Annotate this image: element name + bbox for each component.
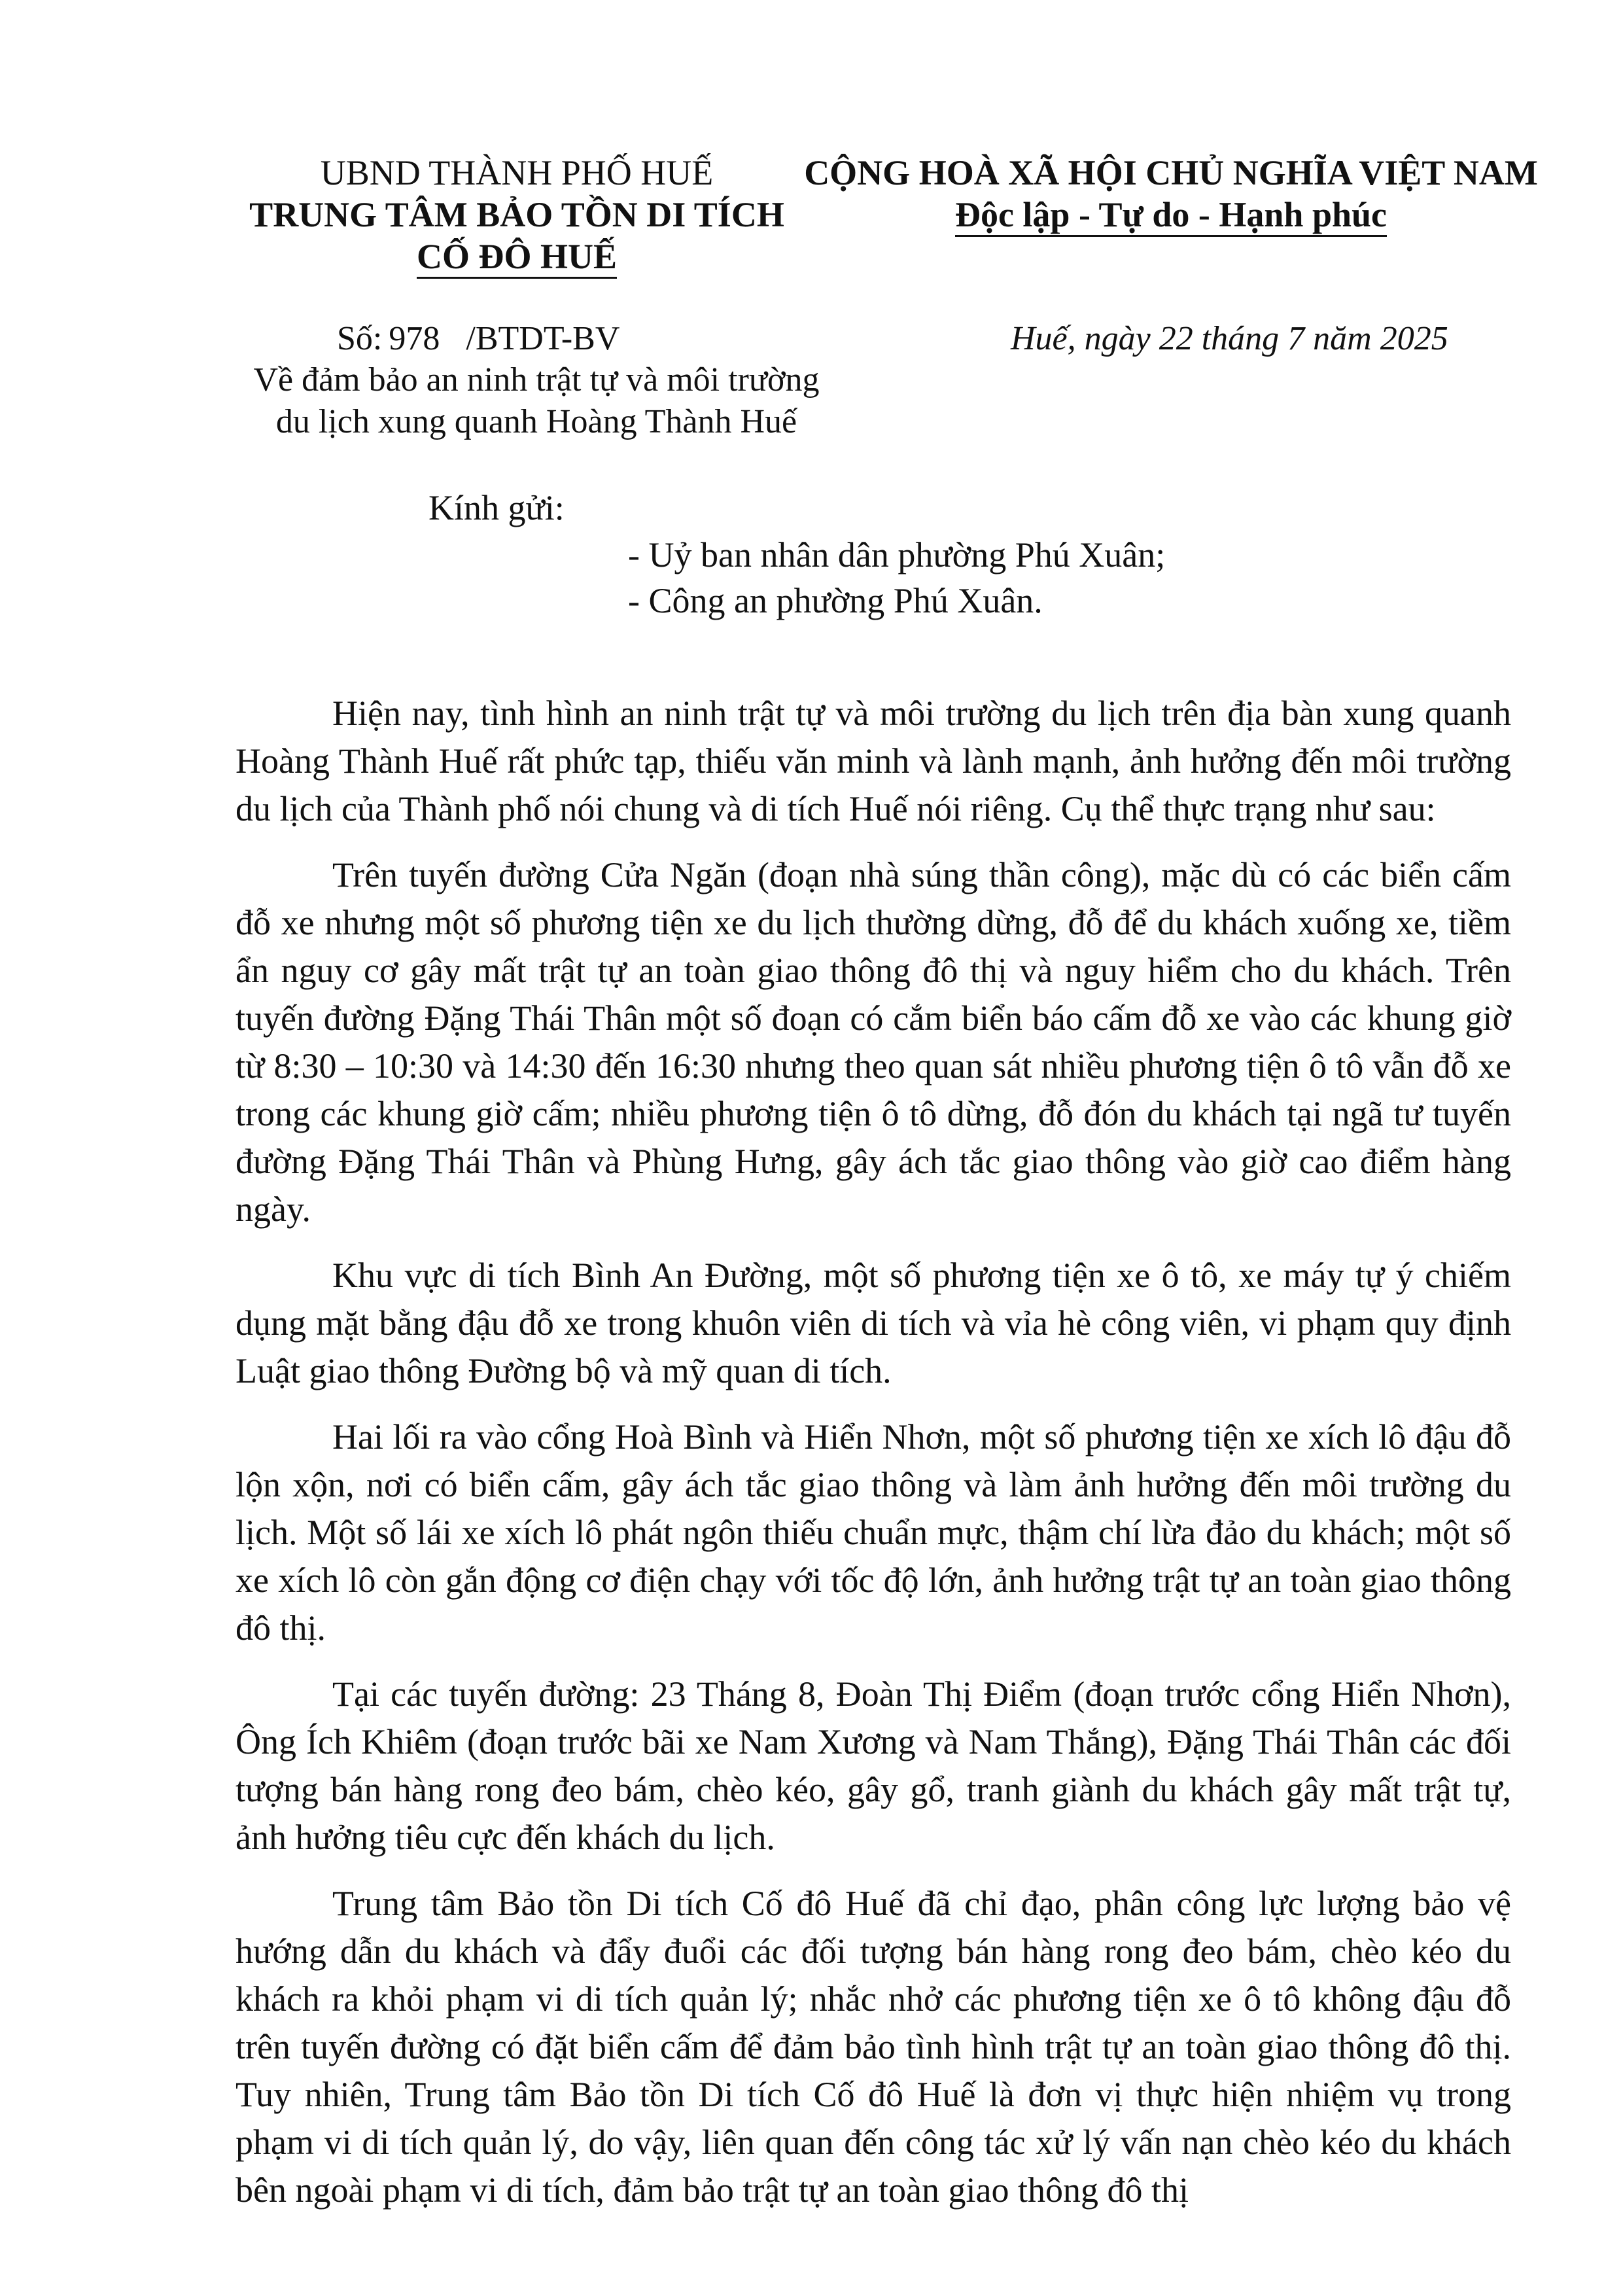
document-number: Số: 978 /BTDT-BV [337, 320, 620, 357]
body-paragraph: Trên tuyến đường Cửa Ngăn (đoạn nhà súng thần công), mặc dù có các biển cấm đỗ xe nhưng một số phương tiện xe du lịch thường dừng, đỗ để du khách xuống xe, tiềm ẩn nguy cơ gây mất trật tự an toàn giao thông đô thị và nguy hiểm cho du khách. Trên tuyến đường Đặng Thái Thân một số đoạn có cắm biển báo cấm đỗ xe vào các khung giờ từ 8:30 – 10:30 và 14:30 đến 16:30 nhưng theo quan sát nhiều phương tiện ô tô vẫn đỗ xe trong các khung giờ cấm; nhiều phương tiện ô tô dừng, đỗ đón du khách tại ngã tư tuyến đường Đặng Thái Thân và Phùng Hưng, gây ách tắc giao thông vào giờ cao điểm hàng ngày. [236, 855, 1511, 1229]
recipient-item: - Công an phường Phú Xuân. [628, 581, 1043, 620]
document-body [236, 690, 1511, 2233]
national-title: CỘNG HOÀ XÃ HỘI CHỦ NGHĨA VIỆT NAM [804, 153, 1538, 192]
issuing-agency-line2: CỐ ĐÔ HUẾ [417, 238, 617, 279]
body-paragraph: Tại các tuyến đường: 23 Tháng 8, Đoàn Thị Điểm (đoạn trước cổng Hiển Nhơn), Ông Ích Khiêm (đoạn trước bãi xe Nam Xương và Nam Thắng), Đặng Thái Thân các đối tượng bán hàng rong đeo bám, chèo kéo, gây gổ, tranh giành du khách gây mất trật tự, ảnh hưởng tiêu cực đến khách du lịch. [236, 1674, 1511, 1857]
body-paragraph: Khu vực di tích Bình An Đường, một số phương tiện xe ô tô, xe máy tự ý chiếm dụng mặt bằng đậu đỗ xe trong khuôn viên di tích và vỉa hè công viên, vi phạm quy định Luật giao thông Đường bộ và mỹ quan di tích. [236, 1256, 1511, 1390]
national-motto-header [801, 152, 1541, 237]
issuer-header [209, 152, 824, 279]
parent-agency: UBND THÀNH PHỐ HUẾ [320, 153, 714, 192]
issuing-agency: TRUNG TÂM BẢO TỒN DI TÍCH [249, 195, 784, 234]
place-date: Huế, ngày 22 tháng 7 năm 2025 [1011, 320, 1448, 357]
recipient-item: - Uỷ ban nhân dân phường Phú Xuân; [628, 535, 1166, 574]
body-paragraph: Hai lối ra vào cổng Hoà Bình và Hiển Nhơn, một số phương tiện xe xích lô đậu đỗ lộn xộn, nơi có biển cấm, gây ách tắc giao thông và làm ảnh hưởng đến môi trường du lịch. Một số lái xe xích lô phát ngôn thiếu chuẩn mực, thậm chí lừa đảo du khách; một số xe xích lô còn gắn động cơ điện chạy với tốc độ lớn, ảnh hưởng trật tự an toàn giao thông đô thị. [236, 1417, 1511, 1648]
addressee-label: Kính gửi: [428, 488, 565, 527]
national-motto: Độc lập - Tự do - Hạnh phúc [955, 196, 1387, 237]
body-paragraph: Trung tâm Bảo tồn Di tích Cố đô Huế đã chỉ đạo, phân công lực lượng bảo vệ hướng dẫn du khách và đẩy đuổi các đối tượng bán hàng rong đeo bám, chèo kéo du khách ra khỏi phạm vi di tích quản lý; nhắc nhở các phương tiện xe ô tô không đậu đỗ trên tuyến đường có đặt biển cấm để đảm bảo tình hình trật tự an toàn giao thông đô thị. Tuy nhiên, Trung tâm Bảo tồn Di tích Cố đô Huế là đơn vị thực hiện nhiệm vụ trong phạm vi di tích quản lý, do vậy, liên quan đến công tác xử lý vấn nạn chèo kéo du khách bên ngoài phạm vi di tích, đảm bảo trật tự an toàn giao thông đô thị [236, 1884, 1511, 2210]
body-paragraph: Hiện nay, tình hình an ninh trật tự và môi trường du lịch trên địa bàn xung quanh Hoàng Thành Huế rất phức tạp, thiếu văn minh và lành mạnh, ảnh hưởng đến môi trường du lịch của Thành phố nói chung và di tích Huế nói riêng. Cụ thể thực trạng như sau: [236, 694, 1511, 828]
document-subject: Về đảm bảo an ninh trật tự và môi trường du lịch xung quanh Hoàng Thành Huế [253, 361, 820, 440]
